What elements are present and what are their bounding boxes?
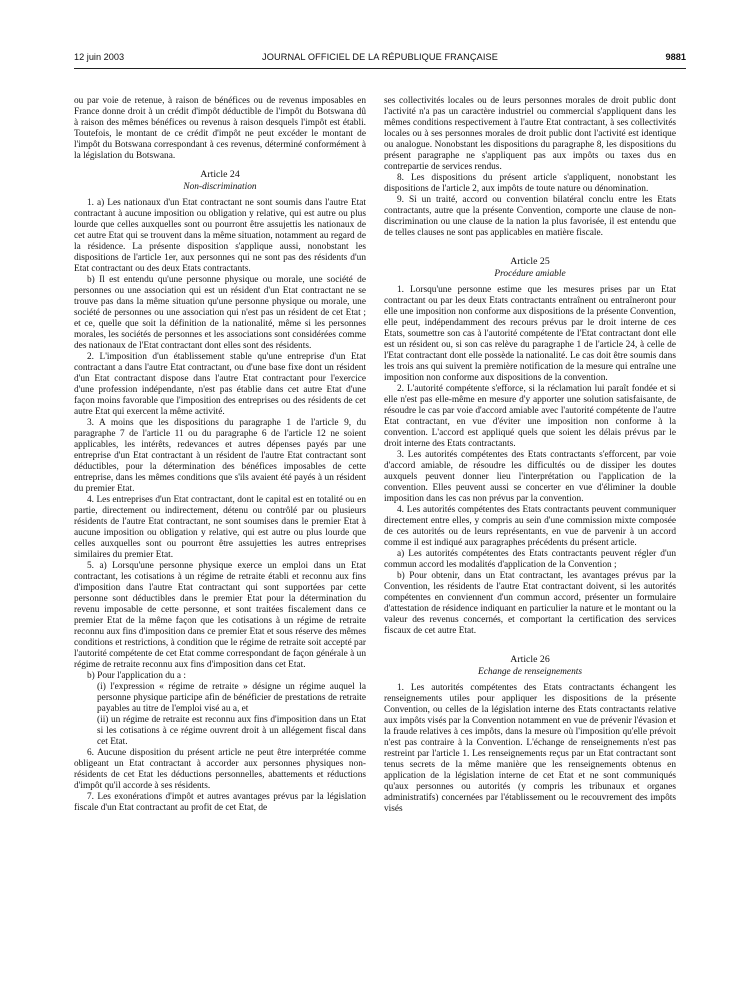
paragraph: 2. L'autorité compétente s'efforce, si la réclamation lui paraît fondée et si elle n'est pas elle-même en mesure d'y apporter une solution satisfaisante, de résoudre le cas par voie d'accord amiable avec l'autorité compétente de l'autre Etat contractant, en vue d'éviter une imposition non conforme à la convention. L'accord est appliqué quels que soient les délais prévus par le droit interne des Etats contractants. [384, 384, 676, 449]
page-number: 9881 [665, 52, 686, 62]
sub-paragraph: (ii) un régime de retraite est reconnu aux fins d'imposition dans un Etat si les cotisations à ce régime ouvrent droit à un allégement fiscal dans cet Etat. [97, 715, 366, 747]
paragraph: 1. Les autorités compétentes des Etats contractants échangent les renseignements utiles pour appliquer les dispositions de la présente Convention, ou celles de la législation interne des Etats contractants relative aux impôts visés par la Convention notamment en vue de prévenir l'évasion et la fraude relatives à ces impôts, dans la mesure où l'imposition qu'elle prévoit n'est pas contraire à la Convention. L'échange de renseignements n'est pas restreint par l'article 1. Les renseignements reçus par un Etat contractant sont tenus secrets de la même manière que les renseignements obtenus en application de la législation interne de cet Etat et ne sont communiqués qu'aux personnes ou autorités (y compris les tribunaux et organes administratifs) concernées par l'établissement ou le recouvrement des impôts visés [384, 683, 676, 814]
paragraph: 5. a) Lorsqu'une personne physique exerce un emploi dans un Etat contractant, les cotisations à un régime de retraite établi et reconnu aux fins d'imposition dans l'autre Etat contractant qui sont supportées par cette personne sont déductibles dans le premier Etat pour la détermination du revenu imposable de cette personne, et sont traitées fiscalement dans ce premier Etat de la même façon que les cotisations à un régime de retraite reconnu aux fins d'imposition dans ce premier Etat et sous réserve des mêmes conditions et restrictions, à condition que le régime de retraite soit accepté par l'autorité compétente de cet Etat comme correspondant de façon générale à un régime de retraite reconnu aux fins d'imposition dans cet Etat. [74, 561, 366, 670]
spacer [384, 637, 676, 647]
paragraph: 7. Les exonérations d'impôt et autres avantages prévus par la législation fiscale d'un Etat contractant au profit de cet Etat, de [74, 792, 366, 813]
paragraph: b) Il est entendu qu'une personne physique ou morale, une société de personnes ou une association qui est un résident d'un Etat contractant ne se trouve pas dans la même situation qu'une personne physique ou morale, une société de personnes ou une association qui n'est pas un résident de cet Etat ; et ce, quelle que soit la définition de la nationalité, même si les personnes morales, les sociétés de personnes et les associations sont considérées comme des nationaux de l'Etat contractant dont elles sont des résidents. [74, 275, 366, 351]
page-header [74, 52, 686, 66]
header-date: 12 juin 2003 [74, 52, 125, 62]
article-heading: Article 24 [200, 169, 240, 180]
paragraph: 1. a) Les nationaux d'un Etat contractant ne sont soumis dans l'autre Etat contractant à aucune imposition ou obligation y relative, qui est autre ou plus lourde que celles auxquelles sont ou pourront être assujettis les nationaux de cet autre Etat qui se trouvent dans la même situation, notamment au regard de la résidence. La présente disposition s'applique aussi, nonobstant les dispositions de l'article 1er, aux personnes qui ne sont pas des résidents d'un Etat contractant ou des deux Etats contractants. [74, 198, 366, 274]
paragraph: b) Pour obtenir, dans un Etat contractant, les avantages prévus par la Convention, les résidents de l'autre Etat contractant doivent, si les autorités compétentes en conviennent d'un commun accord, présenter un formulaire d'attestation de résidence indiquant en particulier la nature et le montant ou la valeur des revenus concernés, et comportant la certification des services fiscaux de cet autre Etat. [384, 571, 676, 636]
paragraph: 9. Si un traité, accord ou convention bilatéral conclu entre les Etats contractants, autre que la présente Convention, comporte une clause de non-discrimination ou une clause de la nation la plus favorisée, il est entendu que de telles clauses ne sont pas applicables en matière fiscale. [384, 195, 676, 238]
spacer [384, 239, 676, 249]
paragraph: 8. Les dispositions du présent article s'appliquent, nonobstant les dispositions de l'article 2, aux impôts de toute nature ou dénomination. [384, 173, 676, 194]
paragraph: 2. L'imposition d'un établissement stable qu'une entreprise d'un Etat contractant a dans l'autre Etat contractant, ou d'une base fixe dont un résident d'un Etat contractant dispose dans l'autre Etat contractant pour l'exercice d'une profession indépendante, n'est pas établie dans cet autre Etat d'une façon moins favorable que l'imposition des entreprises ou des résidents de cet autre Etat qui exercent la même activité. [74, 352, 366, 417]
paragraph: 4. Les autorités compétentes des Etats contractants peuvent communiquer directement entre elles, y compris au sein d'une commission mixte composée de ces autorités ou de leurs représentants, en vue de parvenir à un accord comme il est indiqué aux paragraphes précédents du présent article. [384, 505, 676, 548]
paragraph: 3. Les autorités compétentes des Etats contractants s'efforcent, par voie d'accord amiable, de résoudre les difficultés ou de dissiper les doutes auxquels peuvent donner lieu l'interprétation ou l'application de la convention. Elles peuvent aussi se concerter en vue d'éliminer la double imposition dans les cas non prévus par la convention. [384, 450, 676, 504]
article-heading: Article 26 [510, 654, 550, 665]
article-heading: Article 25 [510, 256, 550, 267]
paragraph: 3. A moins que les dispositions du paragraphe 1 de l'article 9, du paragraphe 7 de l'article 11 ou du paragraphe 6 de l'article 12 ne soient applicables, les intérêts, redevances et autres dépenses payés par une entreprise d'un Etat contractant à un résident de l'autre Etat contractant sont déductibles, pour la détermination des bénéfices imposables de cette entreprise, dans les mêmes conditions que s'ils avaient été payés à un résident du premier Etat. [74, 418, 366, 494]
paragraph: 4. Les entreprises d'un Etat contractant, dont le capital est en totalité ou en partie, directement ou indirectement, détenu ou contrôlé par ou plusieurs résidents de l'autre Etat contractant, ne sont soumises dans le premier Etat à aucune imposition ou obligation y relative, qui est autre ou plus lourde que celles auxquelles sont ou pourront être assujetties les autres entreprises similaires du premier Etat. [74, 495, 366, 560]
article-title: Echange de renseignements [478, 667, 582, 677]
journal-title: JOURNAL OFFICIEL DE LA RÉPUBLIQUE FRANÇAISE [262, 52, 498, 62]
paragraph: 6. Aucune disposition du présent article ne peut être interprétée comme obligeant un Etat contractant à accorder aux personnes physiques non-résidents de cet Etat les déductions personnelles, abattements et réductions d'impôt qu'il accorde à ses résidents. [74, 748, 366, 791]
article-title: Procédure amiable [494, 269, 566, 279]
paragraph: ou par voie de retenue, à raison de bénéfices ou de revenus imposables en France donne droit à un crédit d'impôt déductible de l'impôt du Botswana dû à raison des mêmes bénéfices ou revenus à raison desquels l'impôt est établi. Toutefois, le montant de ce crédit d'impôt ne peut excéder le montant de l'impôt du Botswana correspondant à ces revenus, déterminé conformément à la législation du Botswana. [74, 96, 366, 161]
paragraph: b) Pour l'application du a : [87, 671, 186, 681]
left-column [74, 96, 366, 976]
article-title: Non-discrimination [183, 182, 257, 192]
header-rule [74, 68, 686, 69]
paragraph: ses collectivités locales ou de leurs personnes morales de droit public dont l'activité n'a pas un caractère industriel ou commercial s'appliquent dans les mêmes conditions respectivement à l'autre Etat contractant, à ses collectivités locales ou à ses personnes morales de droit public dont l'activité est identique ou analogue. Nonobstant les dispositions du paragraphe 8, les dispositions du présent paragraphe ne s'appliquent pas aux impôts ou taxes dus en contrepartie de services rendus. [384, 96, 676, 172]
right-column [384, 96, 676, 976]
paragraph: 1. Lorsqu'une personne estime que les mesures prises par un Etat contractant ou par les deux Etats contractants entraînent ou entraîneront pour elle une imposition non conforme aux dispositions de la présente Convention, elle peut, indépendamment des recours prévus par le droit interne de ces Etats, soumettre son cas à l'autorité compétente de l'Etat contractant dont elle est un résident ou, si son cas relève du paragraphe 1 de l'article 24, à celle de l'Etat contractant dont elle possède la nationalité. Le cas doit être soumis dans les trois ans qui suivent la première notification de la mesure qui entraîne une imposition non conforme aux dispositions de la convention. [384, 285, 676, 383]
sub-paragraph: (i) l'expression « régime de retraite » désigne un régime auquel la personne physique participe afin de bénéficier de prestations de retraite payables au titre de l'emploi visé au a, et [97, 682, 366, 714]
paragraph: a) Les autorités compétentes des Etats contractants peuvent régler d'un commun accord les modalités d'application de la Convention ; [384, 549, 676, 570]
